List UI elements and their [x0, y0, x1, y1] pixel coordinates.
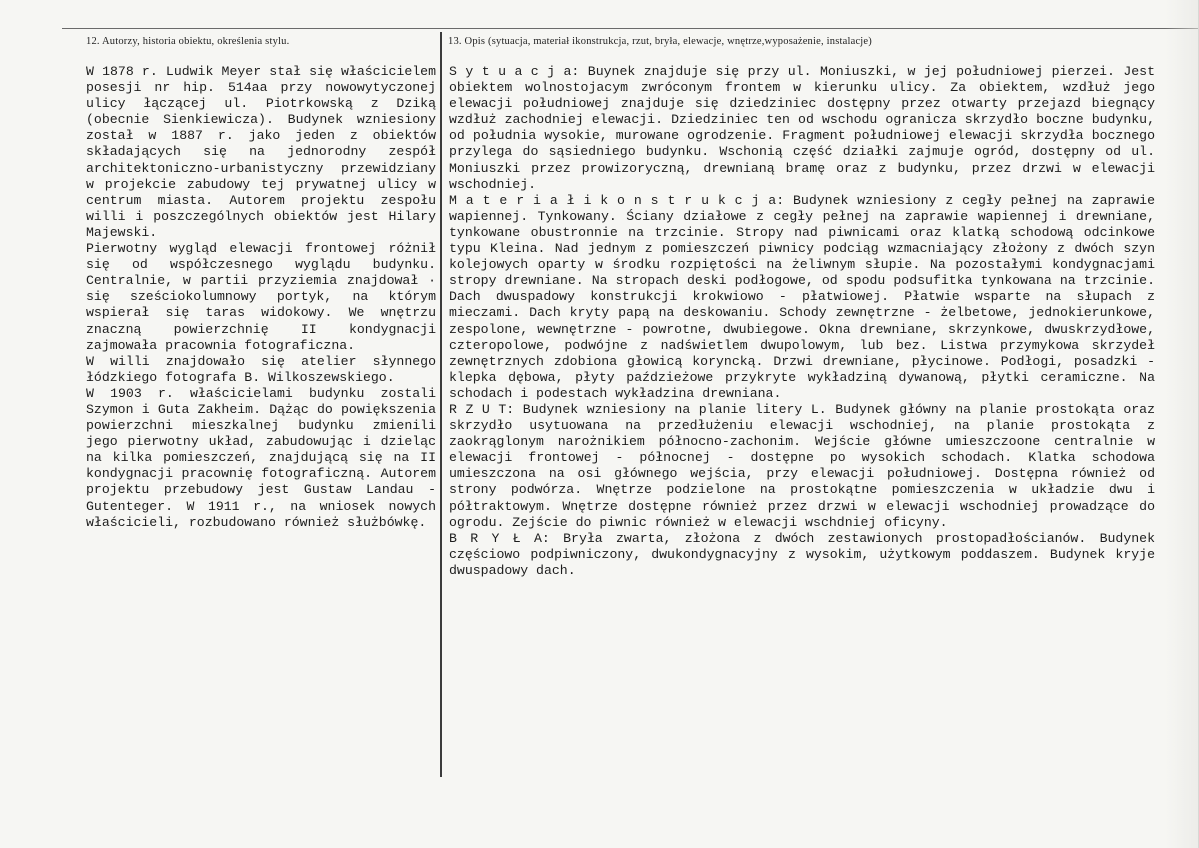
- section-12-heading: 12. Autorzy, historia obiektu, określenia stylu.: [86, 36, 290, 47]
- top-rule: [62, 28, 1199, 29]
- history-paragraph-origin: W 1878 r. Ludwik Meyer stał się właścicielem posesji nr hip. 514aa przy nowowytyczonej ulicy łączącej ul. Piotrkowską z Dziką (obecnie Sienkiewicza). Budynek wzniesiony został w 1887 r. jako jeden z obiektów składających się na jednorodny zespół architektoniczno-urbanistyczny przewidziany w projekcie zabudowy tej prywatnej ulicy w centrum miasta. Autorem projektu zespołu willi i poszczególnych obiektów jest Hilary Majewski.: [86, 64, 436, 240]
- description-situation: S y t u a c j a: Buynek znajduje się przy ul. Moniuszki, w jej południowej pierzei. Jest obiektem wolnostojacym zwróconym frontem w kierunku ulicy. Za obiektem, wzdłuż jego elewacji południowej znajduje się dziedziniec dostępny przez otwarty przejazd biegnący wzdłuż zachodniej elewacji. Dziedziniec ten od wschodu ogranicza skrzydło boczne budynku, od południa wysokie, murowane ogrodzenie. Fragment południowej elewacji skrzydła bocznego przylega do sąsiedniego budynku. Wschonią część działki zajmuje ogród, dostępny od ul. Moniuszki przez prowizoryczną, drewnianą bramę oraz z budynku, przez drzwi w elewacji wschodniej.: [449, 64, 1155, 192]
- history-paragraph-original-look: Pierwotny wygląd elewacji frontowej różnił się od współczesnego wyglądu budynku. Centralnie, w partii przyziemia znajdował · się sześciokolumnowy portyk, na którym wspierał się taras widokowy. We wnętrzu znaczną powierzchnię II kondygnacji zajmowała pracownia fotograficzna.: [86, 241, 436, 353]
- description-plan: R Z U T: Budynek wzniesiony na planie litery L. Budynek główny na planie prostokąta oraz skrzydło usytuowana na przedłużeniu elewacji wschodniej, na planie prostokąta z zaokrąglonym narożnikiem północno-zachonim. Wejście główne umieszczoone centralnie w elewacji frontowej - północnej - dostępne po wysokich schodach. Klatka schodowa umieszczona na osi głównego wejścia, przy elewacji południowej. Dostępna również od strony podwórza. Wnętrze podzielone na prostokątne pomieszczenia w układzie dwu i półtraktowym. Wnętrze dostępne również przez drzwi w elewacji wschodniej prowadzące do ogrodu. Zejście do piwnic również w elewacji wschdniej oficyny.: [449, 401, 1155, 530]
- history-column: [86, 64, 436, 531]
- column-divider: [440, 32, 442, 777]
- history-paragraph-rebuild: W 1903 r. właścicielami budynku zostali Szymon i Guta Zakheim. Dążąc do powiększenia powierzchni mieszkalnej budynku zmienili jego pierwotny układ, zabudowując i dzieląc na kilka pomieszczeń, znajdującą się na II kondygnacji pracownię fotograficzną. Autorem projektu przebudowy jest Gustaw Landau - Gutenteger. W 1911 r., na wniosek nowych właścicieli, rozbudowano również służbówkę.: [86, 385, 436, 530]
- history-paragraph-atelier: W willi znajdowało się atelier słynnego łódzkiego fotografa B. Wilkoszewskiego.: [86, 353, 436, 385]
- section-13-heading: 13. Opis (sytuacja, materiał ikonstrukcja, rzut, bryła, elewacje, wnętrze,wyposażenie, instalacje): [448, 36, 872, 47]
- description-column: [449, 64, 1155, 579]
- paper-edge-shadow: [1165, 0, 1199, 848]
- description-massing: B R Y Ł A: Bryła zwarta, złożona z dwóch zestawionych prostopadłościanów. Budynek częściowo podpiwniczony, dwukondygnacyjny z wysokim, użytkowym poddaszem. Budynek kryje dwuspadowy dach.: [449, 530, 1155, 578]
- description-material-construction: M a t e r i a ł i k o n s t r u k c j a: Budynek wzniesiony z cegły pełnej na zaprawie wapiennej. Tynkowany. Ściany działowe z cegły pełnej na zaprawie wapiennej i drewniane, tynkowane obustronnie na trzcinie. Stropy nad piwnicami oraz klatką schodową odcinkowe typu Kleina. Nad jednym z pomieszczeń piwnicy podciąg wzmacniający złożony z dwóch szyn kolejowych oparty w środku rozpiętości na żeliwnym słupie. Na pozostałymi kondygnacjami stropy drewniane. Na stropach deski podłogowe, od spodu podsufitka tynkowana na trzcinie. Dach dwuspadowy konstrukcji krokwiowo - płatwiowej. Płatwie wsparte na słupach z mieczami. Dach kryty papą na deskowaniu. Schody zewnętrzne - żelbetowe, jednokierunkowe, zespolone, wewnętrzne - powrotne, dwubiegowe. Okna drewniane, skrzynkowe, dwuskrzydłowe, czteropolowe, podwójne z nadświetlem dwupolowym, lub bez. Listwa przymykowa skrzydeł zewnętrznych zdobiona głowicą koryncką. Drzwi drewniane, płycinowe. Podłogi, posadzki - klepka dębowa, płyty paździeżowe przykryte wykładziną dywanową, płytki ceramiczne. Na schodach i podestach wykładzina drewniana.: [449, 192, 1155, 401]
